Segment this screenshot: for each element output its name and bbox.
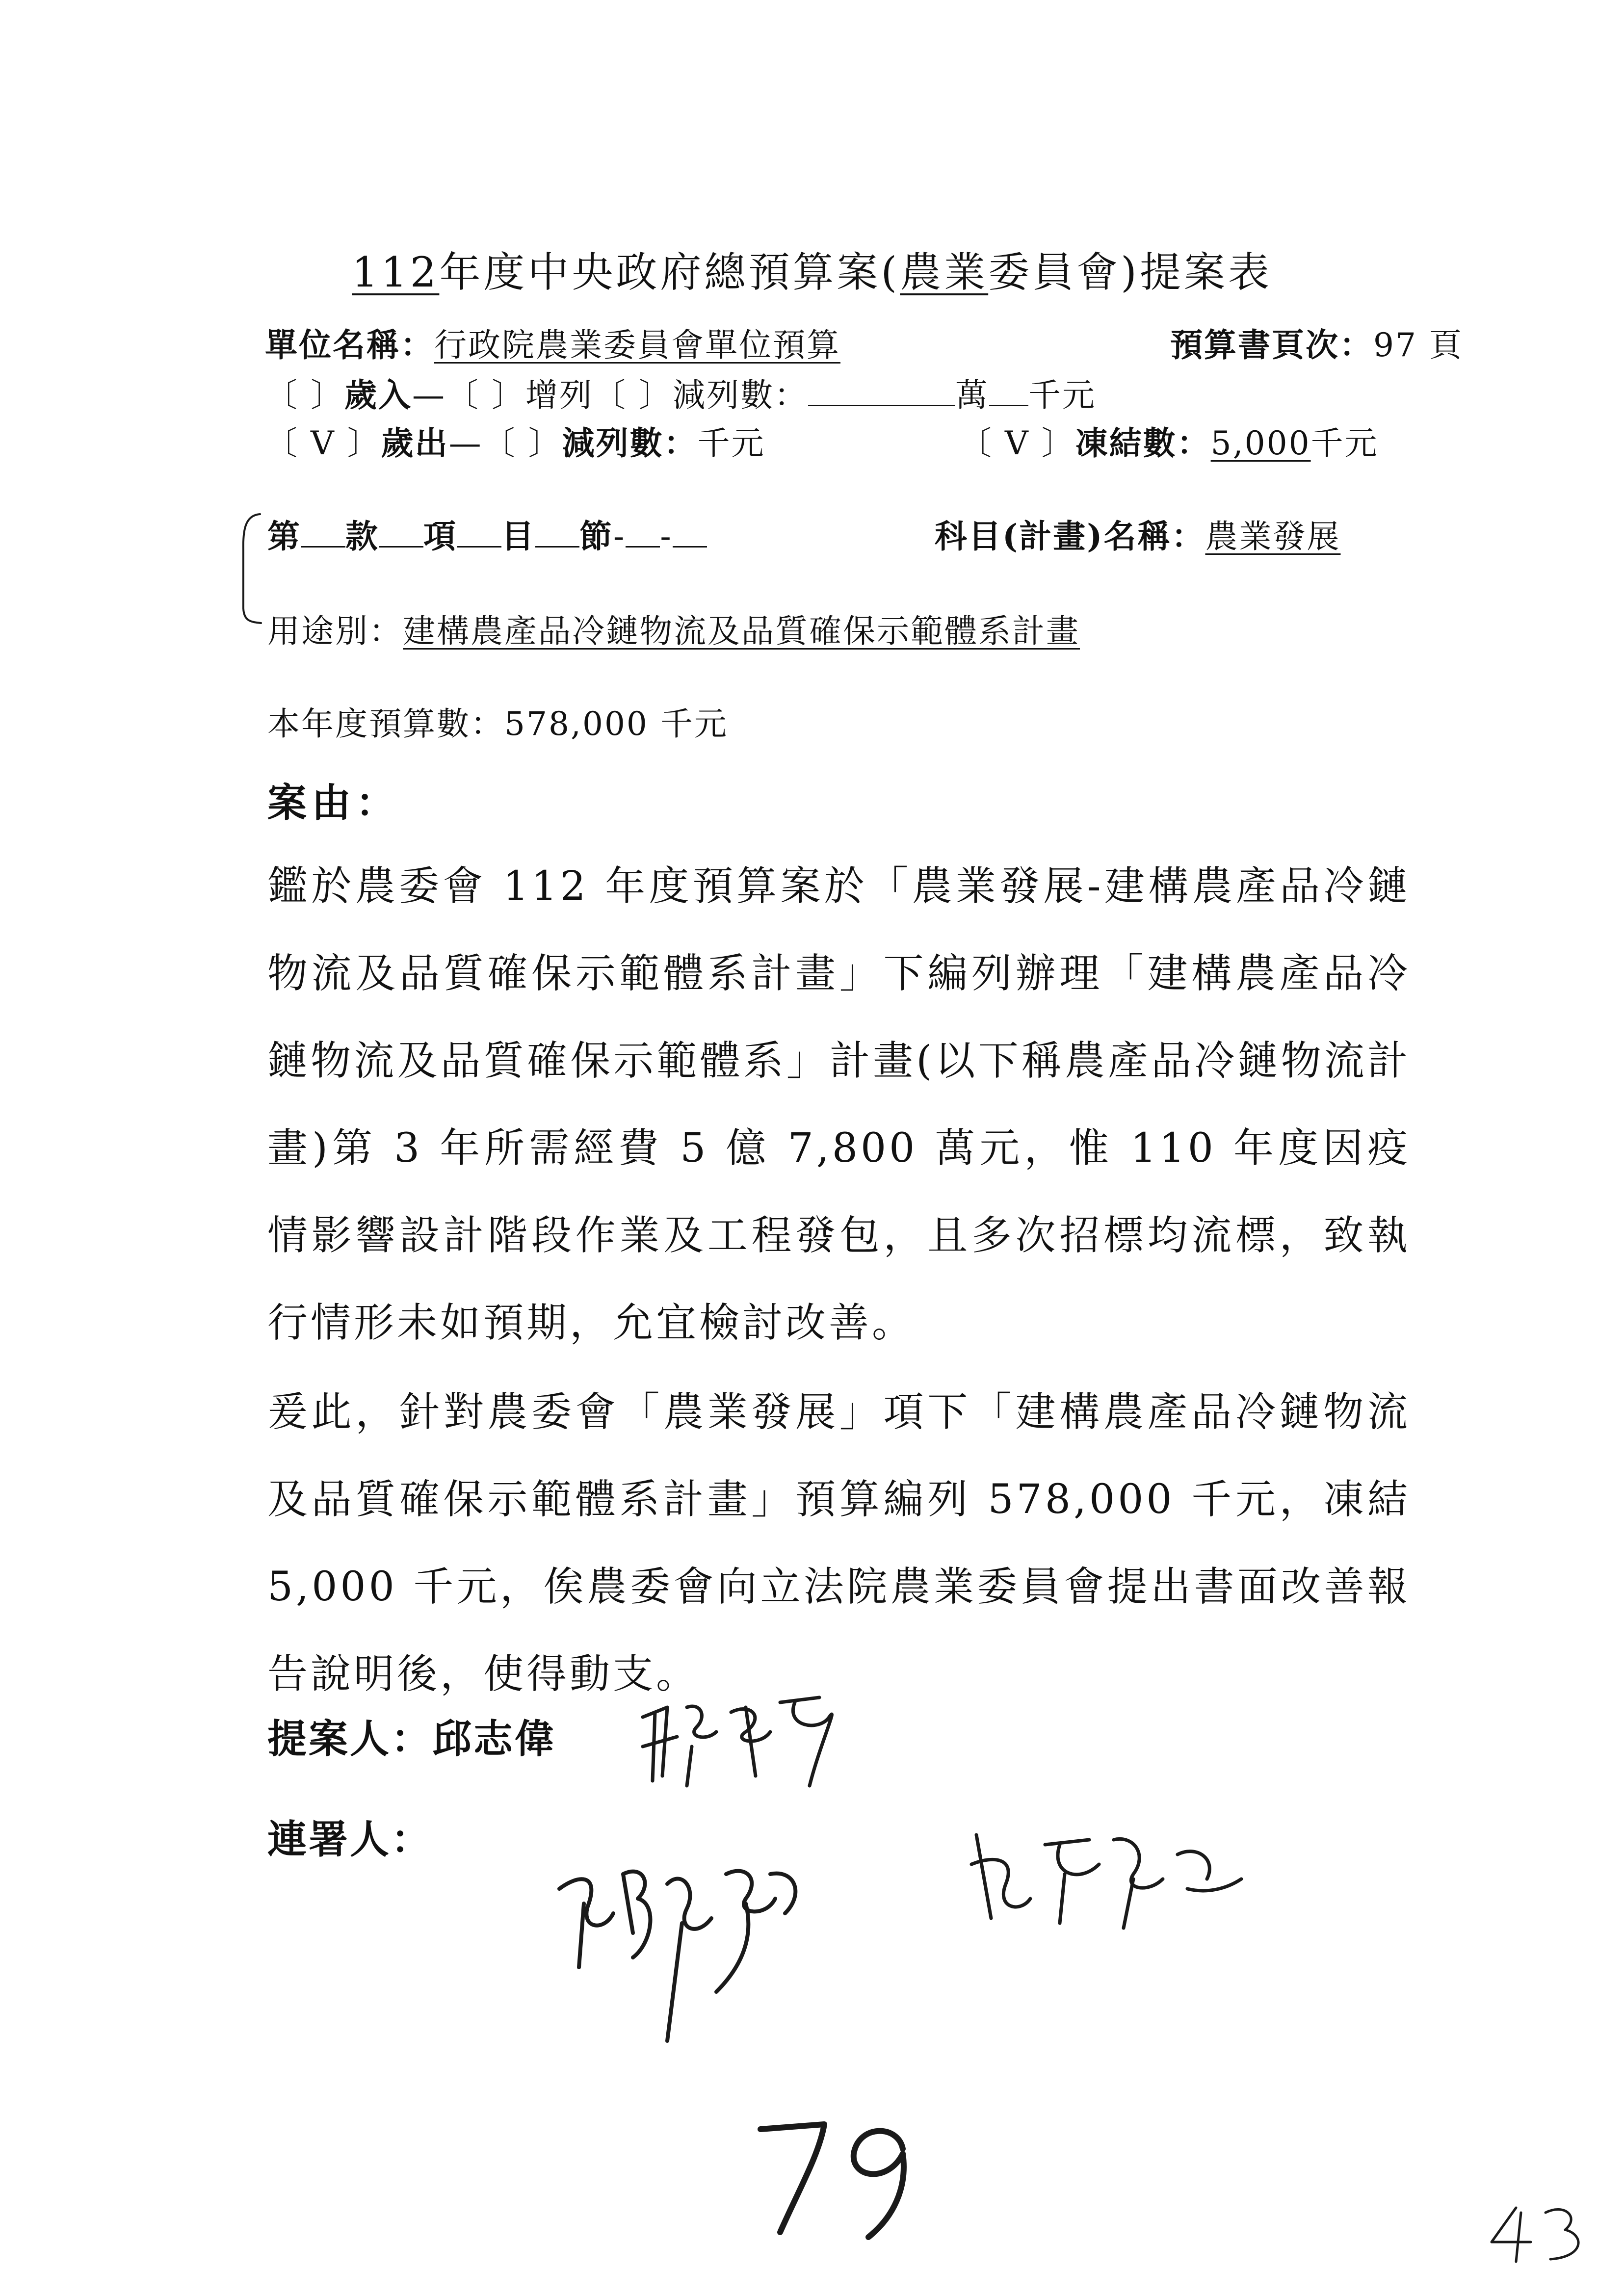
- bracket-icon: [231, 510, 270, 628]
- subject-value: 農業發展: [1205, 518, 1341, 555]
- expenditure-decrease-checkbox[interactable]: 〔 〕: [482, 424, 562, 462]
- expenditure-label: 歲出: [381, 424, 449, 462]
- revenue-checkbox[interactable]: 〔 〕: [265, 376, 344, 414]
- title-committee: 農業: [900, 248, 989, 296]
- freeze-value: 5,000: [1210, 424, 1311, 462]
- sub-blank-2[interactable]: [673, 520, 707, 548]
- unit-label: 單位名稱：: [265, 326, 434, 364]
- wan-label: 萬: [955, 376, 989, 414]
- reason-paragraph-2: 爰此，針對農委會「農業發展」項下「建構農產品冷鏈物流及品質確保示範體系計畫」預算編列 578,000 千元，凍結 5,000 千元，俟農委會向立法院農業委員會提出書面改善報告說明後，使得動支。: [267, 1389, 1411, 1697]
- unit-value: 行政院農業委員會單位預算: [434, 326, 840, 364]
- revenue-dash: —: [412, 376, 446, 414]
- increase-checkbox[interactable]: 〔 〕: [445, 376, 525, 414]
- kuan-label: 款: [345, 517, 379, 555]
- di-label: 第: [267, 517, 301, 555]
- jie-blank[interactable]: [535, 520, 579, 548]
- decrease-checkbox[interactable]: 〔 〕: [593, 376, 673, 414]
- subject-line: [935, 510, 1340, 557]
- usage-value: 建構農產品冷鏈物流及品質確保示範體系計畫: [403, 612, 1080, 650]
- annual-budget: 本年度預算數：578,000 千元: [267, 705, 728, 743]
- expenditure-decrease-label: 減列數：: [562, 424, 698, 462]
- dash-2: -: [660, 518, 673, 555]
- reason-heading: 案由：: [267, 780, 400, 826]
- handwritten-number-79: [746, 2110, 922, 2247]
- handwritten-page-number-43: [1482, 2198, 1595, 2267]
- revenue-label: 歲入: [344, 376, 412, 414]
- cosigner-signature-2: [962, 1815, 1256, 1943]
- freeze-line: [959, 417, 1379, 464]
- decrease-label: 減列數：: [672, 376, 808, 414]
- budget-page-line: [1170, 319, 1463, 365]
- expenditure-decrease-unit: 千元: [697, 424, 765, 462]
- revenue-line: [265, 369, 1096, 416]
- revenue-unit: 千元: [1028, 376, 1096, 414]
- title-pre: 年度中央政府總預算案(: [439, 248, 900, 296]
- expenditure-checkbox[interactable]: 〔 V 〕: [265, 424, 381, 462]
- jie-label: 節: [579, 517, 613, 555]
- xiang-blank[interactable]: [379, 520, 423, 548]
- unit-name-line: [265, 319, 840, 365]
- subject-label: 科目(計畫)名稱：: [935, 517, 1205, 555]
- increase-label: 增列: [525, 376, 593, 414]
- classification-line: [267, 510, 707, 557]
- page-label: 預算書頁次：: [1170, 326, 1373, 364]
- dash-1: -: [613, 518, 626, 555]
- usage-label: 用途別：: [267, 612, 403, 650]
- proposer-signature: [633, 1688, 859, 1805]
- cosigner-label: 連署人：: [267, 1816, 432, 1862]
- freeze-label: 凍結數：: [1075, 424, 1211, 462]
- title-year: 112: [352, 248, 440, 296]
- revenue-amount-blank[interactable]: [808, 378, 955, 406]
- freeze-unit: 千元: [1310, 424, 1379, 462]
- freeze-checkbox[interactable]: 〔 V 〕: [959, 424, 1075, 462]
- title-post: 委員會)提案表: [988, 248, 1272, 296]
- sub-blank-1[interactable]: [626, 520, 660, 548]
- cosigner-signature-1: [550, 1845, 824, 2051]
- revenue-thousand-blank[interactable]: [989, 378, 1028, 406]
- proposer-name: 邱志偉: [432, 1716, 556, 1762]
- usage-line: [267, 605, 1080, 652]
- page-value: 97 頁: [1373, 326, 1463, 364]
- proposer-label: 提案人：: [267, 1716, 432, 1762]
- proposer-line: [267, 1707, 556, 1764]
- xiang-label: 項: [423, 517, 457, 555]
- mu-blank[interactable]: [457, 520, 501, 548]
- reason-paragraph-1: 鑑於農委會 112 年度預算案於「農業發展-建構農產品冷鏈物流及品質確保示範體系計畫」下編列辦理「建構農產品冷鏈物流及品質確保示範體系」計畫(以下稱農產品冷鏈物流計畫)第 3 年所需經費 5 億 7,800 萬元，惟 110 年度因疫情影響設計階段作業及工程發包，且多次招標均流標，致執行情形未如預期，允宜檢討改善。: [267, 863, 1411, 1346]
- kuan-blank[interactable]: [301, 520, 345, 548]
- expenditure-dash: —: [448, 424, 483, 462]
- mu-label: 目: [501, 517, 535, 555]
- document-title: [0, 239, 1624, 299]
- expenditure-line: [265, 417, 765, 464]
